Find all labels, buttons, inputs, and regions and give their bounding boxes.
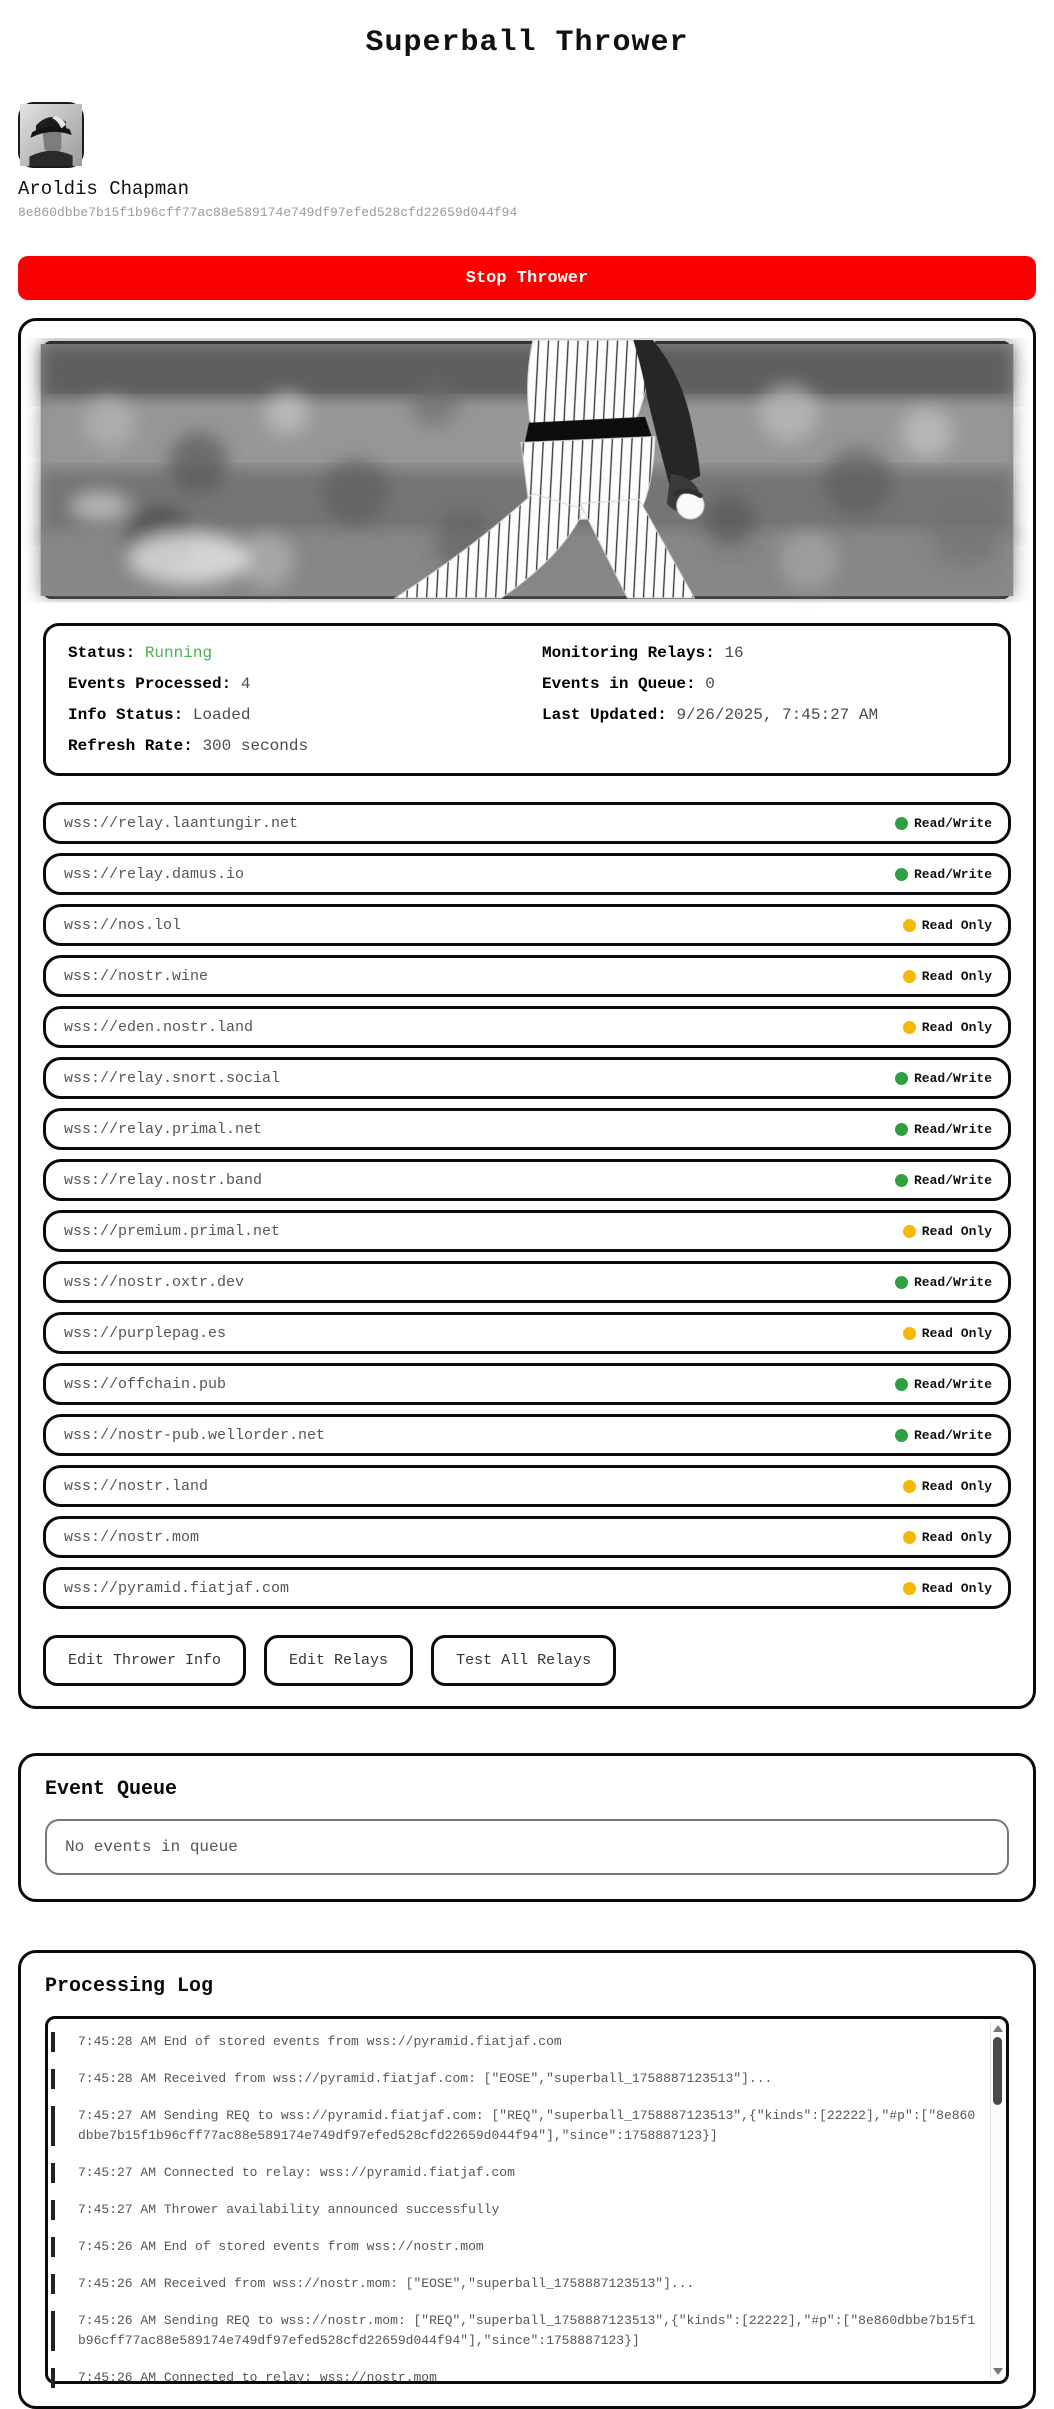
relay-status-dot-icon	[895, 1378, 908, 1391]
pitcher-photo-illustration	[46, 344, 1008, 596]
relay-row	[43, 1057, 1011, 1099]
relay-row	[43, 904, 1011, 946]
relay-access-label: Read/Write	[913, 1172, 992, 1188]
profile-section	[18, 102, 1036, 220]
log-entry-time: 7:45:26 AM	[78, 2276, 157, 2291]
relay-access-label: Read Only	[921, 1580, 992, 1596]
status-item-info-status	[68, 705, 512, 725]
log-entry-message: Received from wss://nostr.mom: ["EOSE","superball_1758887123513"]...	[163, 2276, 695, 2291]
relay-row	[43, 1414, 1011, 1456]
log-entry-time: 7:45:27 AM	[78, 2165, 157, 2180]
scrollbar-up-icon[interactable]	[993, 2025, 1003, 2032]
relay-access-badge	[895, 1377, 992, 1392]
relay-access-badge	[903, 1530, 992, 1545]
refresh-rate-value: 300 seconds	[202, 737, 309, 755]
status-item-status	[68, 643, 512, 663]
relay-status-dot-icon	[895, 1123, 908, 1136]
log-entry	[51, 2032, 978, 2052]
relay-row	[43, 1465, 1011, 1507]
relay-access-label: Read/Write	[913, 1376, 992, 1392]
relay-access-badge	[903, 1020, 992, 1035]
thrower-card	[18, 318, 1036, 1709]
log-entries	[51, 2032, 978, 2385]
relay-access-badge	[895, 1173, 992, 1188]
relay-access-badge	[895, 1275, 992, 1290]
thrower-actions	[43, 1635, 1011, 1686]
log-entry-time: 7:45:28 AM	[78, 2071, 157, 2086]
relay-status-dot-icon	[903, 1582, 916, 1595]
status-item-last-updated	[542, 705, 986, 725]
log-entry-time: 7:45:26 AM	[78, 2239, 157, 2254]
relay-access-badge	[895, 1122, 992, 1137]
relay-access-badge	[903, 1581, 992, 1596]
status-item-events-in-queue	[542, 674, 986, 694]
events-in-queue-value: 0	[705, 675, 715, 693]
player-portrait-icon	[20, 104, 82, 166]
relay-status-dot-icon	[903, 1531, 916, 1544]
relay-access-badge	[895, 867, 992, 882]
profile-avatar	[18, 102, 84, 168]
log-entry-message: Sending REQ to wss://pyramid.fiatjaf.com: ["REQ","superball_1758887123513",{"kinds":[22222],"#p":["8e860dbbe7b15f1b96cff77ac88e589174e749df97efed528cfd22659d044f94"],"since":1758887123}]	[78, 2108, 976, 2143]
relay-url: wss://pyramid.fiatjaf.com	[64, 1579, 290, 1597]
relay-row	[43, 1261, 1011, 1303]
relay-status-dot-icon	[903, 1021, 916, 1034]
relay-status-dot-icon	[895, 868, 908, 881]
relay-access-label: Read Only	[921, 1223, 992, 1239]
relay-list	[43, 802, 1011, 1609]
status-value: Running	[144, 644, 213, 662]
last-updated-value: 9/26/2025, 7:45:27 AM	[676, 706, 879, 724]
relay-url: wss://offchain.pub	[64, 1375, 227, 1393]
relay-status-dot-icon	[903, 1225, 916, 1238]
relay-access-label: Read Only	[921, 1478, 992, 1494]
relay-access-label: Read/Write	[913, 1427, 992, 1443]
log-entry	[51, 2106, 978, 2146]
status-item-refresh-rate	[68, 736, 512, 756]
refresh-rate-label: Refresh Rate:	[68, 737, 193, 755]
relay-access-badge	[903, 1224, 992, 1239]
log-entry	[51, 2200, 978, 2220]
relay-access-badge	[895, 1071, 992, 1086]
test-all-relays-button[interactable]: Test All Relays	[431, 1635, 616, 1686]
relay-url: wss://nostr.mom	[64, 1528, 200, 1546]
info-status-value: Loaded	[192, 706, 251, 724]
event-queue-heading: Event Queue	[45, 1778, 178, 1801]
scrollbar-down-icon[interactable]	[993, 2368, 1003, 2375]
relay-status-dot-icon	[903, 1480, 916, 1493]
relay-status-dot-icon	[895, 1072, 908, 1085]
relay-url: wss://nos.lol	[64, 916, 182, 934]
relay-access-label: Read/Write	[913, 1274, 992, 1290]
relay-url: wss://nostr-pub.wellorder.net	[64, 1426, 326, 1444]
log-entry-message: Received from wss://pyramid.fiatjaf.com: ["EOSE","superball_1758887123513"]...	[163, 2071, 773, 2086]
log-entry-time: 7:45:26 AM	[78, 2370, 157, 2385]
relay-status-dot-icon	[903, 970, 916, 983]
profile-pubkey: 8e860dbbe7b15f1b96cff77ac88e589174e749df97efed528cfd22659d044f94	[18, 205, 518, 220]
log-entry-message: Connected to relay: wss://pyramid.fiatjaf.com	[163, 2165, 515, 2180]
relay-access-label: Read/Write	[913, 866, 992, 882]
relay-row	[43, 1363, 1011, 1405]
status-item-events-processed	[68, 674, 512, 694]
relay-row	[43, 802, 1011, 844]
relay-access-label: Read Only	[921, 917, 992, 933]
stop-thrower-button[interactable]: Stop Thrower	[18, 256, 1036, 300]
relay-row	[43, 1567, 1011, 1609]
log-entry-time: 7:45:26 AM	[78, 2313, 157, 2328]
processing-log-card	[18, 1950, 1036, 2409]
relay-access-label: Read/Write	[913, 1070, 992, 1086]
edit-relays-button[interactable]: Edit Relays	[264, 1635, 413, 1686]
page-title: Superball Thrower	[365, 26, 689, 60]
relay-status-dot-icon	[903, 1327, 916, 1340]
scrollbar-thumb[interactable]	[993, 2037, 1002, 2105]
relay-row	[43, 1516, 1011, 1558]
relay-access-label: Read Only	[921, 1019, 992, 1035]
profile-name: Aroldis Chapman	[18, 178, 190, 200]
relay-access-badge	[903, 918, 992, 933]
log-entry-message: End of stored events from wss://nostr.mom	[163, 2239, 484, 2254]
log-entry	[51, 2368, 978, 2388]
last-updated-label: Last Updated:	[542, 706, 667, 724]
relay-url: wss://premium.primal.net	[64, 1222, 281, 1240]
relay-url: wss://relay.damus.io	[64, 865, 245, 883]
relay-url: wss://nostr.wine	[64, 967, 209, 985]
relay-status-dot-icon	[903, 919, 916, 932]
relay-url: wss://eden.nostr.land	[64, 1018, 254, 1036]
relay-status-dot-icon	[895, 1174, 908, 1187]
relay-url: wss://purplepag.es	[64, 1324, 227, 1342]
edit-thrower-info-button[interactable]: Edit Thrower Info	[43, 1635, 246, 1686]
relay-url: wss://relay.snort.social	[64, 1069, 281, 1087]
relay-url: wss://relay.nostr.band	[64, 1171, 263, 1189]
relay-status-dot-icon	[895, 1276, 908, 1289]
log-entry-message: Thrower availability announced successfully	[163, 2202, 500, 2217]
relay-access-label: Read Only	[921, 1325, 992, 1341]
relay-access-badge	[903, 969, 992, 984]
relay-access-label: Read Only	[921, 968, 992, 984]
relay-access-label: Read/Write	[913, 1121, 992, 1137]
log-entry	[51, 2069, 978, 2089]
relay-row	[43, 853, 1011, 895]
relay-url: wss://relay.primal.net	[64, 1120, 263, 1138]
log-entry-message: Sending REQ to wss://nostr.mom: ["REQ","superball_1758887123513",{"kinds":[22222],"#p":["8e860dbbe7b15f1b96cff77ac88e589174e749df97efed528cfd22659d044f94"],"since":1758887123}]	[78, 2313, 976, 2348]
monitoring-relays-label: Monitoring Relays:	[542, 644, 715, 662]
relay-access-badge	[903, 1326, 992, 1341]
events-processed-value: 4	[240, 675, 251, 693]
event-queue-empty-message: No events in queue	[45, 1819, 1009, 1875]
relay-url: wss://nostr.oxtr.dev	[64, 1273, 245, 1291]
processing-log-heading: Processing Log	[45, 1975, 214, 1998]
log-entry-message: Connected to relay: wss://nostr.mom	[163, 2370, 437, 2385]
relay-row	[43, 1312, 1011, 1354]
processing-log-box[interactable]	[45, 2016, 1009, 2384]
info-status-label: Info Status:	[68, 706, 184, 724]
events-in-queue-label: Events in Queue:	[542, 675, 696, 693]
monitoring-relays-value: 16	[724, 644, 744, 662]
log-entry-time: 7:45:27 AM	[78, 2108, 157, 2123]
relay-access-badge	[895, 1428, 992, 1443]
log-entry	[51, 2274, 978, 2294]
relay-status-dot-icon	[895, 1429, 908, 1442]
relay-url: wss://relay.laantungir.net	[64, 814, 299, 832]
relay-row	[43, 1159, 1011, 1201]
relay-access-badge	[903, 1479, 992, 1494]
relay-status-dot-icon	[895, 817, 908, 830]
log-entry-time: 7:45:27 AM	[78, 2202, 157, 2217]
relay-row	[43, 1108, 1011, 1150]
relay-row	[43, 955, 1011, 997]
relay-access-label: Read Only	[921, 1529, 992, 1545]
log-entry	[51, 2237, 978, 2257]
status-panel	[43, 623, 1011, 776]
status-label: Status:	[68, 644, 136, 662]
log-entry	[51, 2163, 978, 2183]
log-entry-message: End of stored events from wss://pyramid.fiatjaf.com	[163, 2034, 562, 2049]
log-entry-time: 7:45:28 AM	[78, 2034, 157, 2049]
relay-url: wss://nostr.land	[64, 1477, 209, 1495]
event-queue-card	[18, 1753, 1036, 1902]
relay-row	[43, 1210, 1011, 1252]
relay-row	[43, 1006, 1011, 1048]
relay-access-badge	[895, 816, 992, 831]
events-processed-label: Events Processed:	[68, 675, 232, 693]
log-entry	[51, 2311, 978, 2351]
relay-access-label: Read/Write	[913, 815, 992, 831]
status-item-monitoring-relays	[542, 643, 986, 663]
log-scrollbar[interactable]	[990, 2022, 1003, 2378]
pitcher-photo	[43, 341, 1011, 599]
